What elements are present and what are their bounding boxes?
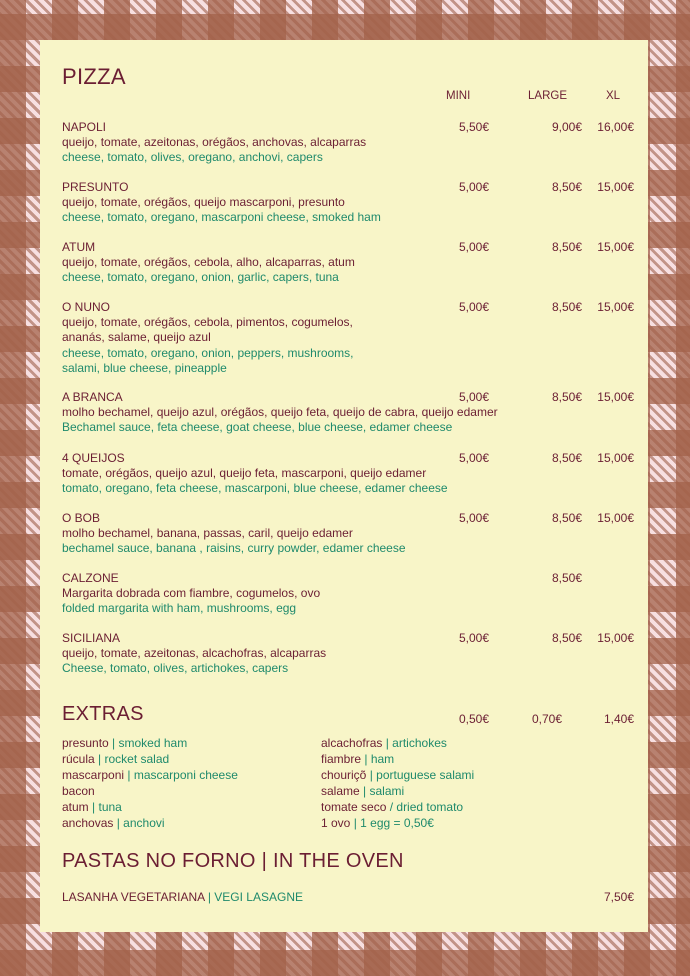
price-large: 9,00€ [551, 120, 582, 134]
pizza-ingredients-en: Cheese, tomato, olives, artichokes, capers [62, 661, 289, 676]
extra-separator: | [113, 816, 124, 830]
pastas-title: PASTAS NO FORNO | IN THE OVEN [62, 850, 404, 872]
pizza-item [62, 451, 632, 497]
pizza-name: 4 QUEIJOS [62, 451, 125, 465]
price-xl: 15,00€ [597, 390, 634, 404]
extras-title: EXTRAS [62, 703, 144, 725]
price-large: 8,50€ [551, 571, 582, 585]
extras-price-mini: 0,50€ [458, 712, 489, 726]
extra-en: ham [370, 752, 395, 766]
price-mini: 5,00€ [458, 451, 489, 465]
extra-pt: alcachofras [321, 736, 383, 750]
pizza-ingredients-en: cheese, tomato, oregano, mascarponi cheese, smoked ham [62, 210, 381, 225]
extra-en: portuguese salami [376, 768, 475, 782]
pizza-ingredients-pt: molho bechamel, banana, passas, caril, queijo edamer [62, 526, 353, 541]
extra-separator: | [359, 784, 370, 798]
extras-price-xl: 1,40€ [603, 712, 634, 726]
price-xl: 15,00€ [597, 451, 634, 465]
extras-list-left [62, 735, 238, 831]
header-xl: XL [606, 90, 621, 102]
pizza-name: O NUNO [62, 300, 110, 314]
extra-en: rocket salad [104, 752, 170, 766]
pizza-item [62, 511, 632, 557]
pizza-item [62, 120, 632, 166]
pizza-ingredients-en: Bechamel sauce, feta cheese, goat cheese, blue cheese, edamer cheese [62, 420, 453, 435]
pasta-name-en: VEGI LASAGNE [214, 890, 303, 904]
pizza-name: CALZONE [62, 571, 119, 585]
pizza-ingredients-pt: molho bechamel, queijo azul, orégãos, queijo feta, queijo de cabra, queijo edamer [62, 405, 498, 420]
pizza-ingredients-en: cheese, tomato, oregano, onion, peppers, mushrooms, [62, 345, 354, 360]
pasta-price: 7,50€ [603, 890, 634, 904]
extra-item [62, 799, 238, 815]
price-large: 8,50€ [551, 631, 582, 645]
extra-en: anchovi [123, 816, 165, 830]
pizza-ingredients-pt: tomate, orégãos, queijo azul, queijo feta, mascarponi, queijo edamer [62, 466, 427, 481]
extra-separator: / [386, 800, 397, 814]
extra-item [321, 735, 474, 751]
pizza-item [62, 300, 632, 376]
extra-item [321, 767, 474, 783]
price-mini: 5,00€ [458, 511, 489, 525]
extra-en: smoked ham [118, 736, 188, 750]
price-xl: 15,00€ [597, 631, 634, 645]
price-large: 8,50€ [551, 390, 582, 404]
extras-price-large: 0,70€ [531, 712, 562, 726]
pizza-name: NAPOLI [62, 120, 107, 134]
extra-en: 1 egg = 0,50€ [360, 816, 434, 830]
pizza-name: ATUM [62, 240, 96, 254]
extra-pt: chouriçõ [321, 768, 367, 782]
extra-item [62, 735, 238, 751]
extra-item [321, 799, 474, 815]
extra-pt: anchovas [62, 816, 114, 830]
price-large: 8,50€ [551, 180, 582, 194]
price-large: 8,50€ [551, 511, 582, 525]
pizza-name: PRESUNTO [62, 180, 129, 194]
price-mini: 5,00€ [458, 300, 489, 314]
extra-en: dried tomato [396, 800, 464, 814]
extra-separator: | [108, 736, 119, 750]
pizza-name: O BOB [62, 511, 101, 525]
price-large: 8,50€ [551, 300, 582, 314]
pizza-name: SICILIANA [62, 631, 121, 645]
price-xl: 15,00€ [597, 300, 634, 314]
extra-en: tuna [98, 800, 122, 814]
extra-pt: rúcula [62, 752, 95, 766]
extra-separator: | [94, 752, 105, 766]
pizza-ingredients-en: folded margarita with ham, mushrooms, egg [62, 601, 297, 616]
extra-item [62, 815, 238, 831]
price-mini: 5,00€ [458, 180, 489, 194]
extra-separator: | [366, 768, 377, 782]
pizza-item [62, 390, 632, 436]
price-mini: 5,50€ [458, 120, 489, 134]
price-xl: 15,00€ [597, 180, 634, 194]
pizza-ingredients-en: tomato, oregano, feta cheese, mascarponi, blue cheese, edamer cheese [62, 481, 448, 496]
extra-item [62, 751, 238, 767]
extra-pt: tomate seco [321, 800, 387, 814]
pizza-ingredients-pt: queijo, tomate, orégãos, cebola, pimentos, cogumelos, [62, 315, 353, 330]
extra-pt: bacon [62, 784, 95, 798]
extra-separator: | [382, 736, 393, 750]
pizza-item [62, 180, 632, 226]
extra-en: salami [369, 784, 405, 798]
extra-en: artichokes [392, 736, 447, 750]
pizza-item [62, 631, 632, 677]
pasta-name-pt: LASANHA VEGETARIANA [62, 890, 205, 904]
extra-item [62, 783, 238, 799]
pizza-ingredients-pt: queijo, tomate, orégãos, queijo mascarponi, presunto [62, 195, 345, 210]
pizza-item [62, 571, 632, 617]
price-xl: 15,00€ [597, 511, 634, 525]
price-mini: 5,00€ [458, 390, 489, 404]
pizza-ingredients-en: salami, blue cheese, pineapple [62, 360, 227, 375]
pizza-ingredients-pt: ananás, salame, queijo azul [62, 330, 211, 345]
extra-pt: 1 ovo [321, 816, 351, 830]
price-large: 8,50€ [551, 240, 582, 254]
pizza-title: PIZZA [62, 64, 126, 89]
price-mini: 5,00€ [458, 240, 489, 254]
extra-separator: | [361, 752, 371, 766]
pasta-item [62, 890, 632, 905]
header-mini: MINI [446, 90, 471, 102]
price-mini: 5,00€ [458, 631, 489, 645]
extra-pt: presunto [62, 736, 109, 750]
price-large: 8,50€ [551, 451, 582, 465]
extra-pt: mascarponi [62, 768, 125, 782]
extra-item [321, 783, 474, 799]
pizza-name: A BRANCA [62, 390, 123, 404]
extra-item [62, 767, 238, 783]
extra-pt: fiambre [321, 752, 362, 766]
pizza-ingredients-pt: queijo, tomate, orégãos, cebola, alho, alcaparras, atum [62, 255, 355, 270]
pizza-ingredients-en: bechamel sauce, banana , raisins, curry powder, edamer cheese [62, 541, 406, 556]
extra-pt: atum [62, 800, 89, 814]
extra-pt: salame [321, 784, 360, 798]
pizza-ingredients-en: cheese, tomato, olives, oregano, anchovi, capers [62, 150, 323, 165]
pizza-ingredients-en: cheese, tomato, oregano, onion, garlic, capers, tuna [62, 270, 339, 285]
price-xl: 16,00€ [597, 120, 634, 134]
pizza-ingredients-pt: Margarita dobrada com fiambre, cogumelos, ovo [62, 586, 321, 601]
extra-separator: | [124, 768, 134, 782]
pizza-ingredients-pt: queijo, tomate, azeitonas, alcachofras, alcaparras [62, 646, 327, 661]
extra-item [321, 751, 474, 767]
pizza-ingredients-pt: queijo, tomate, azeitonas, orégãos, anchovas, alcaparras [62, 135, 367, 150]
extra-separator: | [88, 800, 99, 814]
extras-list-right [321, 735, 474, 831]
pasta-separator: | [204, 890, 215, 904]
extra-item [321, 815, 474, 831]
price-xl: 15,00€ [597, 240, 634, 254]
menu-panel [40, 40, 648, 932]
header-large: LARGE [528, 90, 567, 102]
extra-separator: | [350, 816, 361, 830]
extra-en: mascarponi cheese [133, 768, 238, 782]
pizza-item [62, 240, 632, 286]
